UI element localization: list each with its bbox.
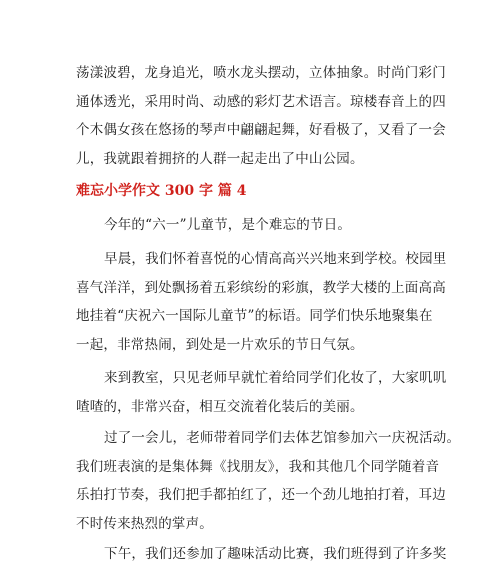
text-line: 一起，非常热闹，到处是一片欢乐的节日气氛。 <box>76 336 364 353</box>
intro-paragraph <box>76 59 448 173</box>
text-line: 我们班表演的是集体舞《找朋友》，我和其他几个同学随着音 <box>76 458 440 475</box>
text-line: 不时传来热烈的掌声。 <box>76 515 213 532</box>
text-line: 今年的“六一”儿童节，是个难忘的节日。 <box>104 217 352 233</box>
paragraph-2 <box>76 245 448 359</box>
text-line: 地挂着“庆祝六一国际儿童节”的标语。同学们快乐地聚集在 <box>76 308 433 324</box>
text-line: 喳喳的，非常兴奋，相互交流着化装后的美丽。 <box>76 398 364 415</box>
text-line: 个木偶女孩在悠扬的琴声中翩翩起舞，好看极了，又看了一会 <box>76 122 446 138</box>
paragraph-1 <box>76 211 448 240</box>
section-heading: 难忘小学作文 300 字 篇 4 <box>76 183 247 199</box>
text-line: 通体透光，采用时尚、动感的彩灯艺术语言。琼楼春音上的四 <box>76 93 446 110</box>
text-line: 过了一会儿，老师带着同学们去体艺馆参加六一庆祝活动。 <box>104 430 461 446</box>
text-line: 下午，我们还参加了趣味活动比赛，我们班得到了许多奖 <box>104 546 447 562</box>
text-line: 荡漾波碧，龙身追光，喷水龙头摆动，立体抽象。时尚门彩门 <box>76 65 446 81</box>
text-line: 来到教室，只见老师早就忙着给同学们化妆了，大家叽叽 <box>104 370 447 386</box>
text-line: 乐拍打节奏，我们把手都拍红了，还一个劲儿地拍打着，耳边 <box>76 487 446 503</box>
paragraph-4 <box>76 424 461 538</box>
paragraph-5 <box>76 540 448 566</box>
text-line: 儿，我就跟着拥挤的人群一起走出了中山公园。 <box>76 150 364 167</box>
text-line: 喜气洋洋，到处飘扬着五彩缤纷的彩旗，教学大楼的上面高高 <box>76 279 446 296</box>
paragraph-3 <box>76 364 448 421</box>
text-line: 早晨，我们怀着喜悦的心情高高兴兴地来到学校。校园里 <box>104 251 447 267</box>
